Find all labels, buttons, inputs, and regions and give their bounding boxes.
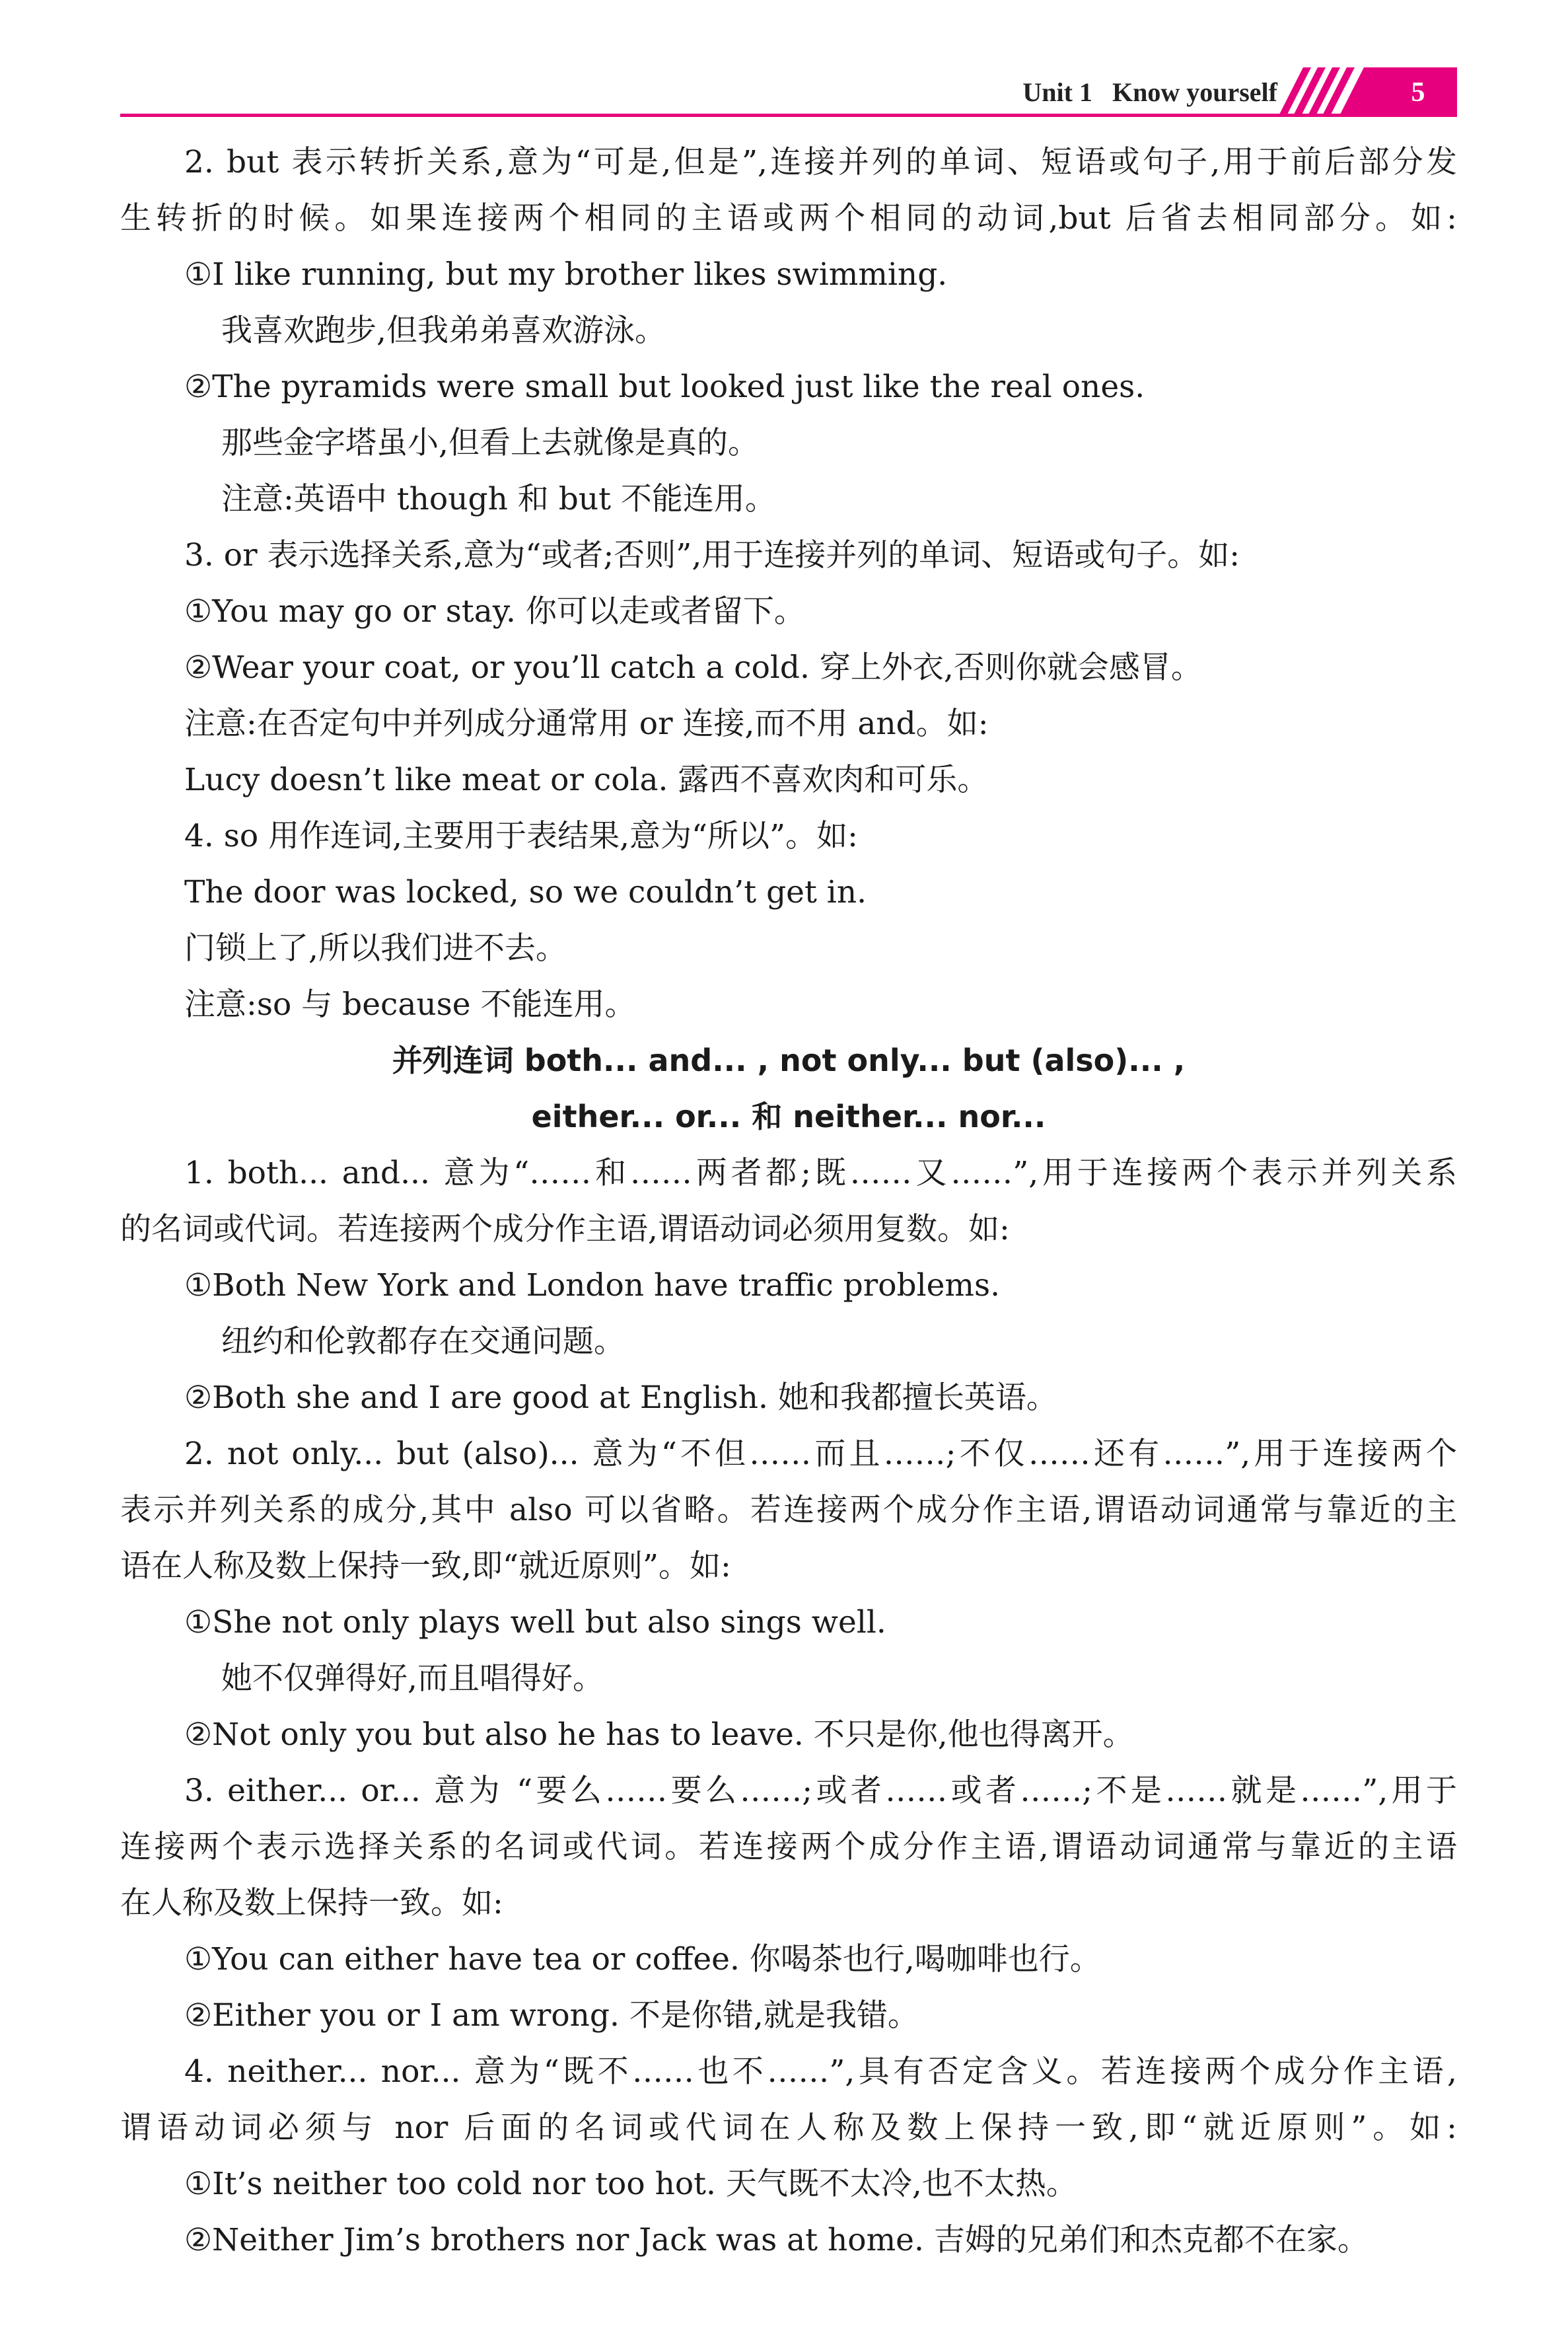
example-sentence: ①She not only plays well but also sings well. [184,1604,886,1641]
note-line: 注意:英语中 though 和 but 不能连用。 [221,481,776,517]
paragraph-line: 2. not only... but (also)... 意为“不但……而且……;不仅……还有……”,用于连接两个 [184,1436,1457,1472]
paragraph-line: 4. neither... nor... 意为“既不……也不……”,具有否定含义。若连接两个成分作主语, [184,2053,1457,2090]
example-sentence: ②Wear your coat, or you’ll catch a cold. 穿上外衣,否则你就会感冒。 [184,649,1202,686]
example-sentence: ②The pyramids were small but looked just like the real ones. [184,369,1145,405]
paragraph-line: 谓语动词必须与 nor 后面的名词或代词在人称及数上保持一致,即“就近原则”。如: [120,2110,1457,2146]
paragraph-line: 连接两个表示选择关系的名词或代词。若连接两个成分作主语,谓语动词通常与靠近的主语 [120,1829,1457,1865]
paragraph-line: 3. either... or... 意为 “要么……要么……;或者……或者……;不是……就是……”,用于 [184,1773,1457,1809]
example-sentence: ①I like running, but my brother likes swimming. [184,256,948,293]
example-sentence: ②Not only you but also he has to leave. 不只是你,他也得离开。 [184,1716,1134,1753]
example-sentence: ①You can either have tea or coffee. 你喝茶也行,喝咖啡也行。 [184,1941,1101,1977]
note-line: 注意:so 与 because 不能连用。 [184,986,636,1023]
paragraph-line: 的名词或代词。若连接两个成分作主语,谓语动词必须用复数。如: [120,1211,1010,1247]
example-translation: 纽约和伦敦都存在交通问题。 [221,1323,625,1360]
paragraph-line: 1. both... and... 意为“……和……两者都;既……又……”,用于连接两个表示并列关系 [184,1155,1457,1191]
section-heading: either... or... 和 neither... nor... [531,1099,1046,1134]
page-number: 5 [1411,77,1425,108]
paragraph-line: 2. but 表示转折关系,意为“可是,但是”,连接并列的单词、短语或句子,用于前后部分发 [184,144,1457,180]
note-line: 注意:在否定句中并列成分通常用 or 连接,而不用 and。如: [184,706,989,742]
header-stripes-decoration [1278,67,1390,117]
running-header-title: Unit 1 Know yourself [1022,77,1277,107]
example-sentence: ②Either you or I am wrong. 不是你错,就是我错。 [184,1997,919,2034]
paragraph-line: 生转折的时候。如果连接两个相同的主语或两个相同的动词,but 后省去相同部分。如: [120,200,1457,237]
header-rule [120,114,1457,117]
example-sentence: Lucy doesn’t like meat or cola. 露西不喜欢肉和可乐。 [184,762,989,798]
example-sentence: ①It’s neither too cold nor too hot. 天气既不太冷,也不太热。 [184,2166,1077,2202]
example-sentence: ①Both New York and London have traffic problems. [184,1267,1001,1304]
example-sentence: ②Neither Jim’s brothers nor Jack was at home. 吉姆的兄弟们和杰克都不在家。 [184,2222,1369,2258]
paragraph-line: 4. so 用作连词,主要用于表结果,意为“所以”。如: [184,818,858,854]
example-translation: 门锁上了,所以我们进不去。 [184,930,567,967]
section-heading: 并列连词 both... and... , not only... but (also)... , [392,1043,1186,1078]
example-sentence: The door was locked, so we couldn’t get in. [184,874,867,910]
example-sentence: ②Both she and I are good at English. 她和我都擅长英语。 [184,1380,1057,1416]
page-number-badge [1379,67,1457,117]
example-translation: 那些金字塔虽小,但看上去就像是真的。 [221,425,759,461]
paragraph-line: 表示并列关系的成分,其中 also 可以省略。若连接两个成分作主语,谓语动词通常与靠近的主 [120,1492,1457,1528]
example-sentence: ①You may go or stay. 你可以走或者留下。 [184,593,805,630]
page-header [0,0,1568,132]
example-translation: 她不仅弹得好,而且唱得好。 [221,1660,604,1697]
page-body [120,134,1457,2268]
paragraph-line: 语在人称及数上保持一致,即“就近原则”。如: [120,1548,731,1584]
paragraph-line: 在人称及数上保持一致。如: [120,1885,503,1921]
example-translation: 我喜欢跑步,但我弟弟喜欢游泳。 [221,313,666,349]
paragraph-line: 3. or 表示选择关系,意为“或者;否则”,用于连接并列的单词、短语或句子。如: [184,537,1240,573]
